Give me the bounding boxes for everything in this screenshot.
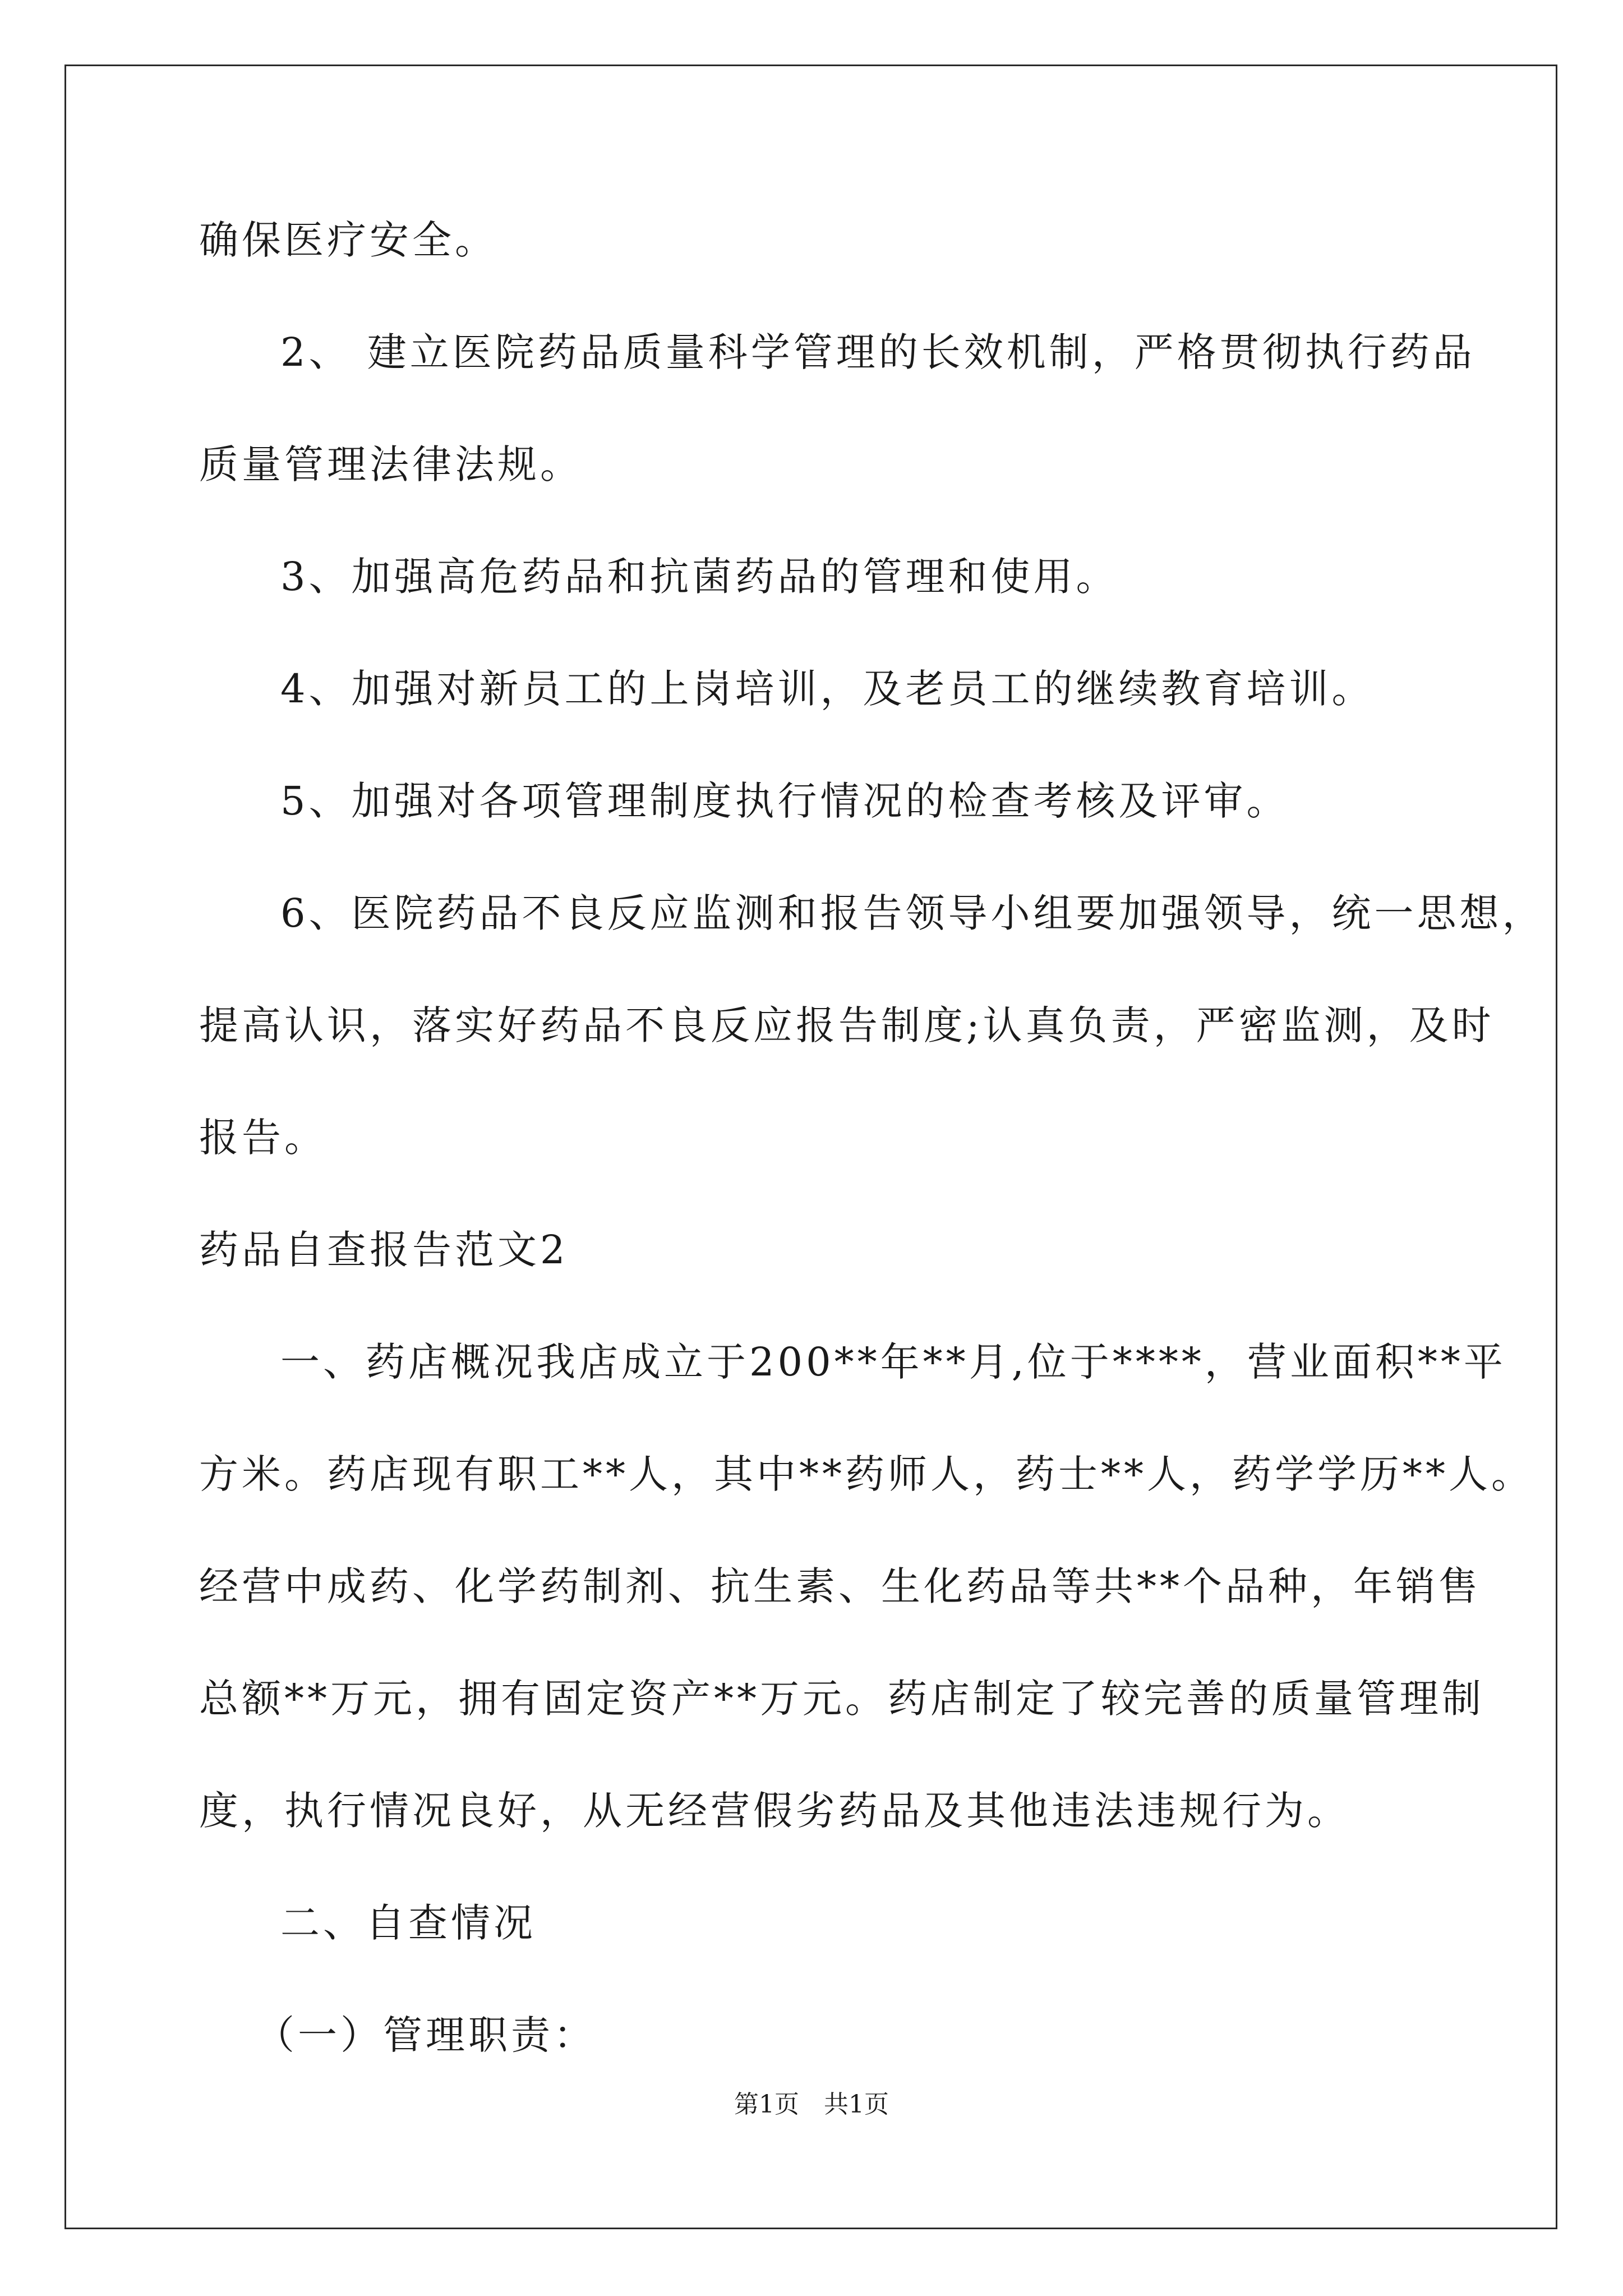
subsection-heading: 二、自查情况 [280, 1900, 536, 1946]
list-item-2: 2、 建立医院药品质量科学管理的长效机制，严格贯彻执行药品 [280, 329, 1476, 375]
paragraph-line: 经营中成药、化学药制剂、抗生素、生化药品等共**个品种，年销售 [199, 1563, 1481, 1609]
paragraph-line: 度，执行情况良好，从无经营假劣药品及其他违法违规行为。 [199, 1788, 1350, 1834]
list-item-3: 3、加强高危药品和抗菌药品的管理和使用。 [280, 554, 1119, 600]
text-line: 确保医疗安全。 [199, 217, 497, 263]
paragraph-line: 一、药店概况我店成立于200**年**月,位于****，营业面积**平 [280, 1339, 1506, 1385]
text-line: 报告。 [199, 1115, 327, 1161]
page-number: 第1页 共1页 [734, 2090, 889, 2119]
list-item-4: 4、加强对新员工的上岗培训，及老员工的继续教育培训。 [280, 666, 1375, 712]
text-line: 质量管理法律法规。 [199, 441, 583, 487]
paragraph-line: 总额**万元，拥有固定资产**万元。药店制定了较完善的质量管理制 [199, 1676, 1484, 1722]
paragraph-line: 方米。药店现有职工**人，其中**药师人，药士**人，药学学历**人。 [199, 1451, 1534, 1497]
list-item-6: 6、医院药品不良反应监测和报告领导小组要加强领导，统一思想， [280, 890, 1545, 936]
section-title: 药品自查报告范文2 [199, 1227, 569, 1273]
subsection-heading: （一）管理职责： [255, 2012, 596, 2058]
text-line: 提高认识，落实好药品不良反应报告制度;认真负责，严密监测，及时 [199, 1002, 1495, 1048]
list-item-5: 5、加强对各项管理制度执行情况的检查考核及评审。 [280, 778, 1289, 824]
